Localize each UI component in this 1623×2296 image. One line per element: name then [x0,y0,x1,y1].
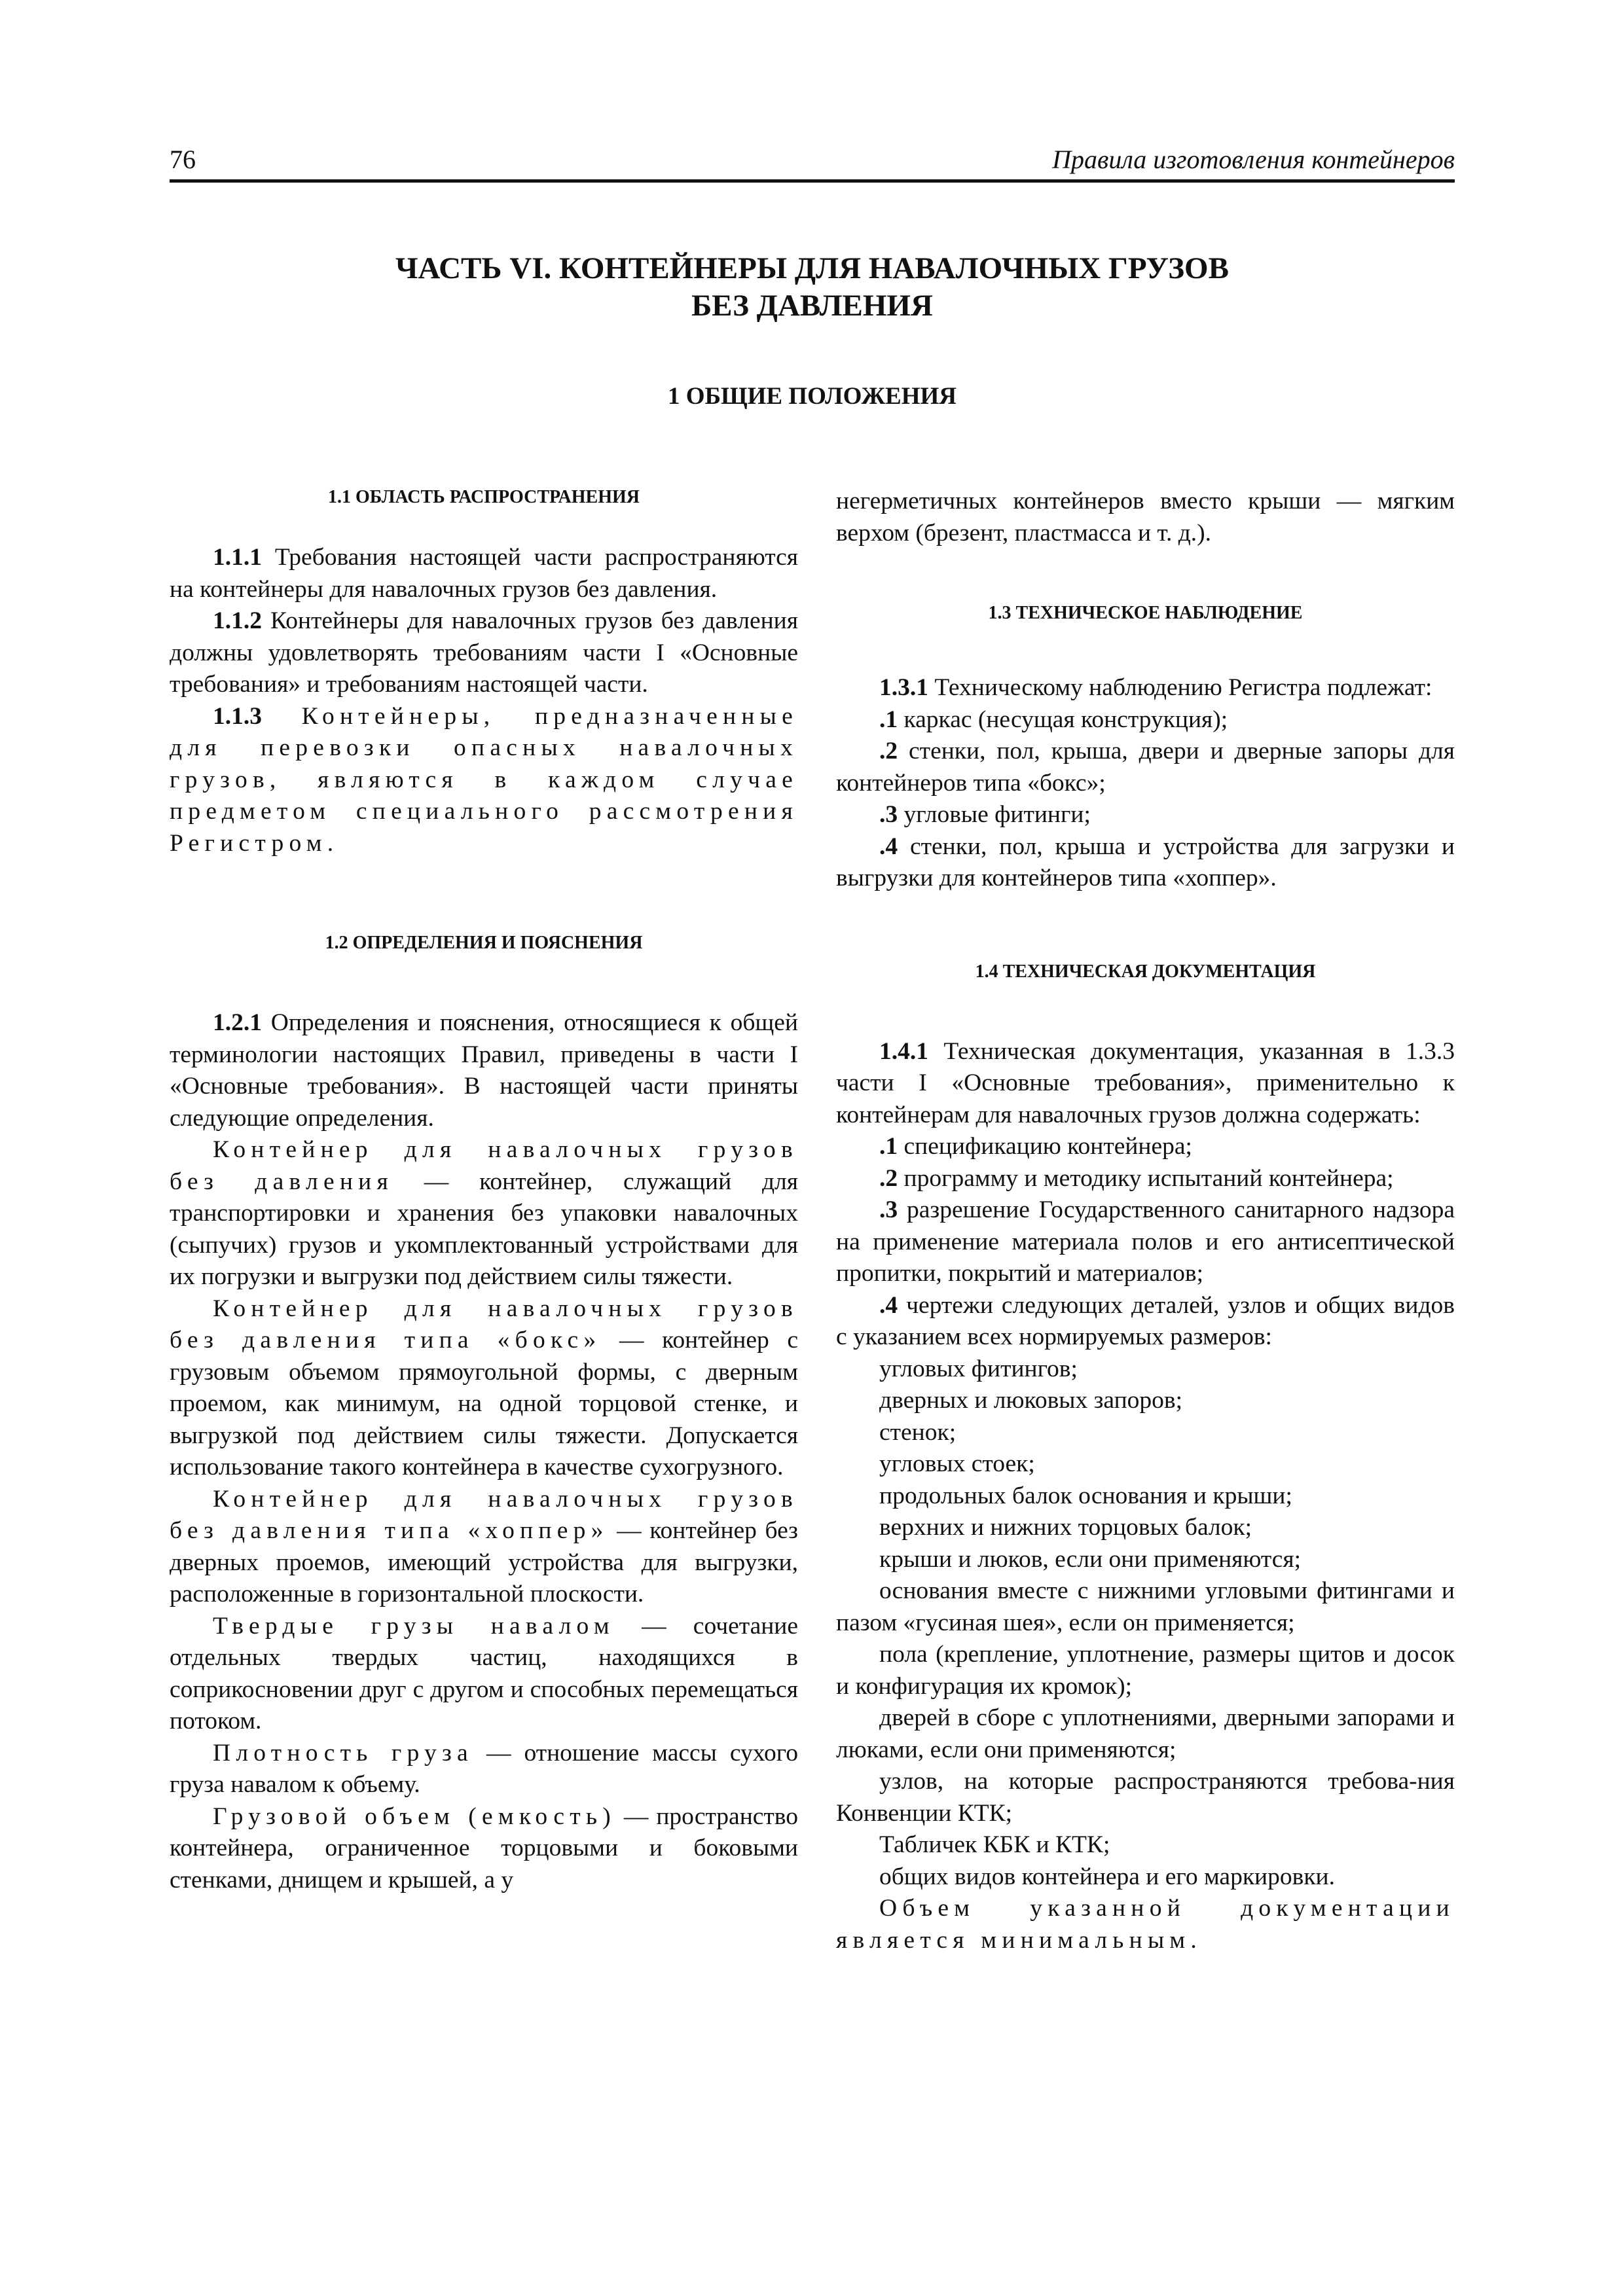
item-1-3-1-4 [836,831,1455,895]
defined-term: Контейнер для навалочных грузов без давления типа «хоппер» [170,1485,798,1544]
drawing-list-item: стенок; [879,1418,957,1446]
drawing-list-item: дверей в сборе с уплотнениями, дверными запорами и люками, если они применяются; [836,1704,1455,1763]
running-title: Правила изготовления контейнеров [1052,145,1455,174]
defined-term: Плотность груза [213,1739,473,1767]
right-column [836,486,1455,1956]
clause-number: 1.1.3 [213,702,262,730]
clause-text: Требования настоящей части распространяются на контейнеры для навалочных грузов без давления. [170,544,798,603]
clause-text: Определения и пояснения, относящиеся к общей терминологии настоящих Правил, приведены в части I «Основные требования». В настоящей части приняты следующие определения. [170,1009,798,1132]
item-1-3-1-2 [836,736,1455,799]
drawing-list-item: продольных балок основания и крыши; [879,1482,1292,1509]
paragraph-1-2-1 [170,1007,798,1134]
paragraph-1-1-2 [170,605,798,701]
defined-term: Контейнер для навалочных грузов без давления типа «бокс» [170,1295,798,1354]
drawing-list-item: узлов, на которые распространяются требова-ния Конвенции КТК; [836,1768,1455,1827]
definition-text: — отношение массы сухого груза навалом к объему. [170,1739,798,1798]
item-number: .4 [879,1291,898,1319]
item-1-4-1-3 [836,1194,1455,1290]
item-number: .4 [879,833,898,860]
drawing-list-item: основания вместе с нижними угловыми фитингами и пазом «гусиная шея», если он применяется; [836,1577,1455,1636]
clause-number: 1.1.1 [213,544,262,571]
drawing-list-item: верхних и нижних торцовых балок; [879,1514,1252,1541]
section-heading-1-4: 1.4 ТЕХНИЧЕСКАЯ ДОКУМЕНТАЦИЯ [975,961,1316,982]
paragraph-1-1-1 [170,542,798,605]
definition-text: — контейнер с грузовым объемом прямоугольной формы, с дверным проемом, как минимум, на одной торцовой стенке, и выгрузкой под действием силы тяжести. Допускается использование такого контейнера в качестве сухогрузного. [170,1327,799,1480]
item-text: угловые фитинги; [898,801,1091,828]
item-1-3-1-1 [836,704,1455,736]
item-text: чертежи следующих деталей, узлов и общих видов с указанием всех нормируемых размеров: [836,1291,1455,1350]
item-text: стенки, пол, крыша и устройства для загрузки и выгрузки для контейнеров типа «хоппер». [836,833,1455,891]
clause-text: Контейнеры, предназначенные для перевозки опасных навалочных грузов, являются в каждом случае предметом специального рассмотрения Регистром. [170,702,798,857]
drawing-list-item: Табличек КБК и КТК; [879,1831,1110,1858]
definition-text: — пространство контейнера, ограниченное торцовыми и боковыми стенками, днищем и крышей, а у [170,1803,798,1893]
item-number: .2 [879,738,898,764]
section-heading-1-2: 1.2 ОПРЕДЕЛЕНИЯ И ПОЯСНЕНИЯ [325,933,643,953]
definition-6 [170,1801,798,1897]
definition-1 [170,1134,798,1293]
paragraph-1-4-1 [836,1036,1455,1132]
clause-text: Контейнеры для навалочных грузов без давления должны удовлетворять требованиям части I «Основные требования» и требованиям настоящей части. [170,607,798,698]
item-number: .1 [879,706,898,733]
item-text: спецификацию контейнера; [898,1133,1192,1160]
part-title-line-1: ЧАСТЬ VI. КОНТЕЙНЕРЫ ДЛЯ НАВАЛОЧНЫХ ГРУЗОВ [395,251,1229,285]
item-number: .3 [879,801,898,828]
clause-number: 1.1.2 [213,607,262,634]
clause-number: 1.4.1 [879,1037,928,1065]
defined-term: Контейнер для навалочных грузов без давления [170,1136,798,1195]
item-1-4-1-2 [836,1163,1455,1195]
left-column [170,486,798,1896]
clause-number: 1.3.1 [879,674,928,701]
definition-3 [170,1484,798,1611]
part-title-line-2: БЕЗ ДАВЛЕНИЯ [691,289,933,323]
drawing-list-item: крыши и люков, если они применяются; [879,1545,1302,1573]
definition-5 [170,1738,798,1801]
definition-4 [170,1611,798,1738]
page-number: 76 [170,145,196,174]
definition-6-continued: негерметичных контейнеров вместо крыши — мягким верхом (брезент, пластмасса и т. д.). [836,488,1455,547]
definition-text: — сочетание отдельных твердых частиц, находящихся в соприкосновении друг с другом и способных перемещаться потоком. [170,1612,799,1734]
drawing-list-item: дверных и люковых запоров; [879,1387,1183,1414]
item-1-3-1-3 [836,799,1455,831]
paragraph-1-3-1 [836,672,1455,704]
clause-text: Техническому наблюдению Регистра подлежат: [928,674,1432,701]
item-number: .1 [879,1133,898,1160]
definition-text: — контейнер, служащий для транспортировки и хранения без упаковки навалочных (сыпучих) грузов и укомплектованный устройствами для их погрузки и выгрузки под действием силы тяжести. [170,1168,798,1290]
clause-text: Техническая документация, указанная в 1.3.3 части I «Основные требования», применительно к контейнерам для навалочных грузов должна содержать: [836,1037,1455,1128]
item-number: .3 [879,1196,898,1223]
item-text: программу и методику испытаний контейнера; [898,1164,1394,1192]
chapter-title: 1 ОБЩИЕ ПОЛОЖЕНИЯ [667,383,957,410]
item-1-4-1-4 [836,1290,1455,1354]
closing-paragraph: Объем указанной документации является минимальным. [836,1895,1455,1954]
item-1-4-1-1 [836,1131,1455,1163]
drawing-list-item: общих видов контейнера и его маркировки. [879,1863,1335,1890]
definition-2 [170,1293,798,1484]
drawing-list-item: пола (крепление, уплотнение, размеры щитов и досок и конфигурация их кромок); [836,1641,1455,1700]
defined-term: Грузовой объем (емкость) [213,1803,616,1830]
item-text: разрешение Государственного санитарного надзора на применение материала полов и его антисептической пропитки, покрытий и материалов; [836,1196,1455,1287]
section-heading-1-1: 1.1 ОБЛАСТЬ РАСПРОСТРАНЕНИЯ [328,487,640,507]
item-number: .2 [879,1164,898,1192]
drawing-list-item: угловых фитингов; [879,1355,1078,1382]
item-text: каркас (несущая конструкция); [898,706,1228,733]
defined-term: Твердые грузы навалом [213,1612,615,1640]
definition-text: — контейнер без дверных проемов, имеющий устройства для выгрузки, расположенные в горизонтальной плоскости. [170,1517,798,1607]
item-text: стенки, пол, крыша, двери и дверные запоры для контейнеров типа «бокс»; [836,738,1455,797]
clause-number: 1.2.1 [213,1009,262,1036]
drawing-list-item: угловых стоек; [879,1450,1035,1477]
page-header [170,140,1455,183]
paragraph-1-1-3 [170,701,798,860]
part-title [170,250,1455,325]
section-heading-1-3: 1.3 ТЕХНИЧЕСКОЕ НАБЛЮДЕНИЕ [988,603,1303,623]
